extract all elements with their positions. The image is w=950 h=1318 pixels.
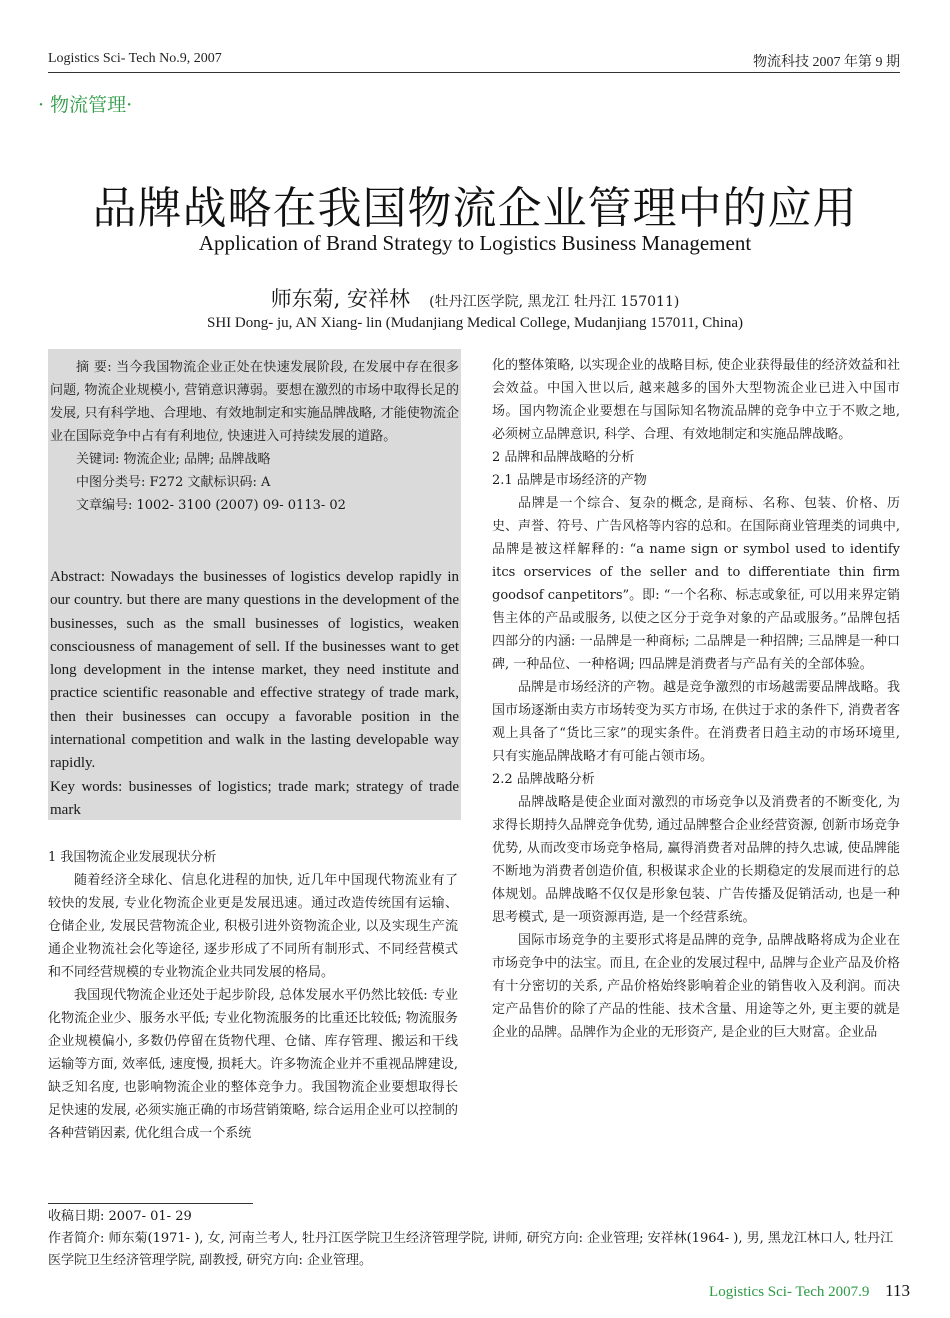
paragraph: 我国现代物流企业还处于起步阶段, 总体发展水平仍然比较低: 专业化物流企业少、服务水平低; 专业化物流服务的比重还比较低; 物流服务企业规模偏小, 多数仍停留在货物代理、仓储、库存管理、搬运和干线运输等方面, 效率低, 速度慢, 损耗大。许多物流企业并不重视品牌建设, 缺乏知名度, 也影响物流企业的整体竞争力。我国物流企业要想取得长足快速的发展, 必须实施正确的市场营销策略, 综合运用企业可以控制的各种营销因素, 优化组合成一个系统 [48, 988, 458, 1141]
abstract-zh: 摘 要: 当今我国物流企业正处在快速发展阶段, 在发展中存在很多问题, 物流企业规模小, 营销意识薄弱。要想在激烈的市场中取得长足的发展, 只有科学地、合理地、有效地制定和实施品牌战略, 才能使物流企业在国际竞争中占有有利地位, 快速进入可持续发展的道路。 [50, 360, 459, 444]
page-footer [709, 1281, 910, 1301]
footnote-received: 收稿日期: 2007- 01- 29 [48, 1209, 192, 1224]
running-header-left: Logistics Sci- Tech No.9, 2007 [48, 51, 222, 66]
footer-journal: Logistics Sci- Tech 2007.9 [709, 1284, 870, 1300]
authors-english: SHI Dong- ju, AN Xiang- lin (Mudanjiang Medical College, Mudanjiang 157011, China) [206, 315, 744, 331]
author-affiliation: (牡丹江医学院, 黑龙江 牡丹江 157011) [429, 294, 680, 310]
paragraph: 品牌战略是使企业面对激烈的市场竞争以及消费者的不断变化, 为求得长期持久品牌竞争优势, 通过品牌整合企业经营资源, 创新市场竞争优势, 从而改变市场竞争格局, 赢得消费者对品牌的持久忠诚, 使品牌能不断地为消费者创造价值, 积极谋求企业的长期稳定的发展而进行的总体规划。品牌战略不仅仅是形象包装、广告传播及促销活动, 也是一种思考模式, 是一项资源再造, 是一个经营系统。 [492, 795, 900, 925]
section-tag: · 物流管理· [38, 94, 133, 116]
keywords-en: Key words: businesses of logistics; trade mark; strategy of trade mark [50, 778, 459, 818]
heading-section-2-2: 2.2 品牌战略分析 [492, 772, 595, 787]
header-rule [48, 72, 900, 73]
right-column [492, 354, 900, 1044]
paragraph: 品牌是市场经济的产物。越是竞争激烈的市场越需要品牌战略。我国市场逐渐由卖方市场转变为买方市场, 在供过于求的条件下, 消费者客观上具备了“货比三家”的现实条件。在消费者日趋主动的市场环境里, 只有实施品牌战略才有可能占领市场。 [492, 680, 900, 764]
article-number: 文章编号: 1002- 3100 (2007) 09- 0113- 02 [76, 498, 346, 513]
abstract-en: Abstract: Nowadays the businesses of logistics develop rapidly in our country. but there are many questions in the development of the businesses, such as the small businesses of logistics, weaken consciousness of management of sell. If the businesses want to get long development in the intense market, they need institute and practice scientific reasonable and effective strategy of trade mark, then their businesses can occupy a favorable position in the international competition and walk in the lasting developable way rapidly. [50, 569, 459, 772]
page-number: 113 [885, 1281, 910, 1300]
paragraph: 化的整体策略, 以实现企业的战略目标, 使企业获得最佳的经济效益和社会效益。中国入世以后, 越来越多的国外大型物流企业已进入中国市场。国内物流企业要想在与国际知名物流品牌的竞争中立于不败之地, 必须树立品牌意识, 科学、合理、有效地制定和实施品牌战略。 [492, 358, 900, 442]
abstract-en-block [50, 566, 459, 822]
paragraph: 品牌是一个综合、复杂的概念, 是商标、名称、包装、价格、历史、声誉、符号、广告风格等内容的总和。在国际商业管理类的词典中, 品牌是被这样解释的: “a name sign or symbol used to identify itcs orservices of the seller and to differentiate thin firm goodsof canpetitors”。即: “一个名称、标志或象征, 可以用来界定销售主体的产品或服务, 以使之区分于竞争对象的产品或服务。”品牌包括四部分的内涵: 一品牌是一种商标; 二品牌是一种招牌; 三品牌是一种口碑, 一种品位、一种格调; 四品牌是消费者与产品有关的全部体验。 [492, 496, 900, 672]
left-column [48, 846, 458, 1145]
heading-section-1: 1 我国物流企业发展现状分析 [48, 850, 217, 865]
paragraph: 国际市场竞争的主要形式将是品牌的竞争, 品牌战略将成为企业在市场竞争中的法宝。而且, 在企业的发展过程中, 品牌与企业产品及价格有十分密切的关系, 产品价格始终影响着企业的销售收入及利润。而决定产品售价的除了产品的性能、技术含量、用途等之外, 更主要的就是企业的品牌。品牌作为企业的无形资产, 是企业的巨大财富。企业品 [492, 933, 900, 1040]
classification-number: 中图分类号: F272 文献标识码: A [76, 475, 271, 490]
title-english: Application of Brand Strategy to Logistics Business Management [198, 231, 752, 255]
heading-section-2-1: 2.1 品牌是市场经济的产物 [492, 473, 647, 488]
running-header-right: 物流科技 2007 年第 9 期 [753, 55, 900, 70]
heading-section-2: 2 品牌和品牌战略的分析 [492, 450, 635, 465]
paragraph: 随着经济全球化、信息化进程的加快, 近几年中国现代物流业有了较快的发展, 专业化物流企业更是发展迅速。通过改造传统国有运输、仓储企业, 发展民营物流企业, 积极引进外资物流企业, 以及实现生产流通企业物流社会化等途径, 逐步形成了不同所有制形式、不同经营模式和不同经营规模的专业物流企业共同发展的格局。 [48, 873, 458, 980]
footnote-author-bio: 作者简介: 师东菊(1971- ), 女, 河南兰考人, 牡丹江医学院卫生经济管理学院, 讲师, 研究方向: 企业管理; 安祥林(1964- ), 男, 黑龙江林口人, 牡丹江医学院卫生经济管理学院, 副教授, 研究方向: 企业管理。 [48, 1231, 894, 1268]
abstract-zh-block [50, 356, 459, 517]
keywords-zh: 关键词: 物流企业; 品牌; 品牌战略 [76, 452, 271, 467]
author-names: 师东菊, 安祥林 [270, 287, 411, 311]
title-chinese: 品牌战略在我国物流企业管理中的应用 [92, 183, 858, 234]
authors-chinese [0, 283, 950, 313]
footnote-rule [48, 1203, 253, 1204]
